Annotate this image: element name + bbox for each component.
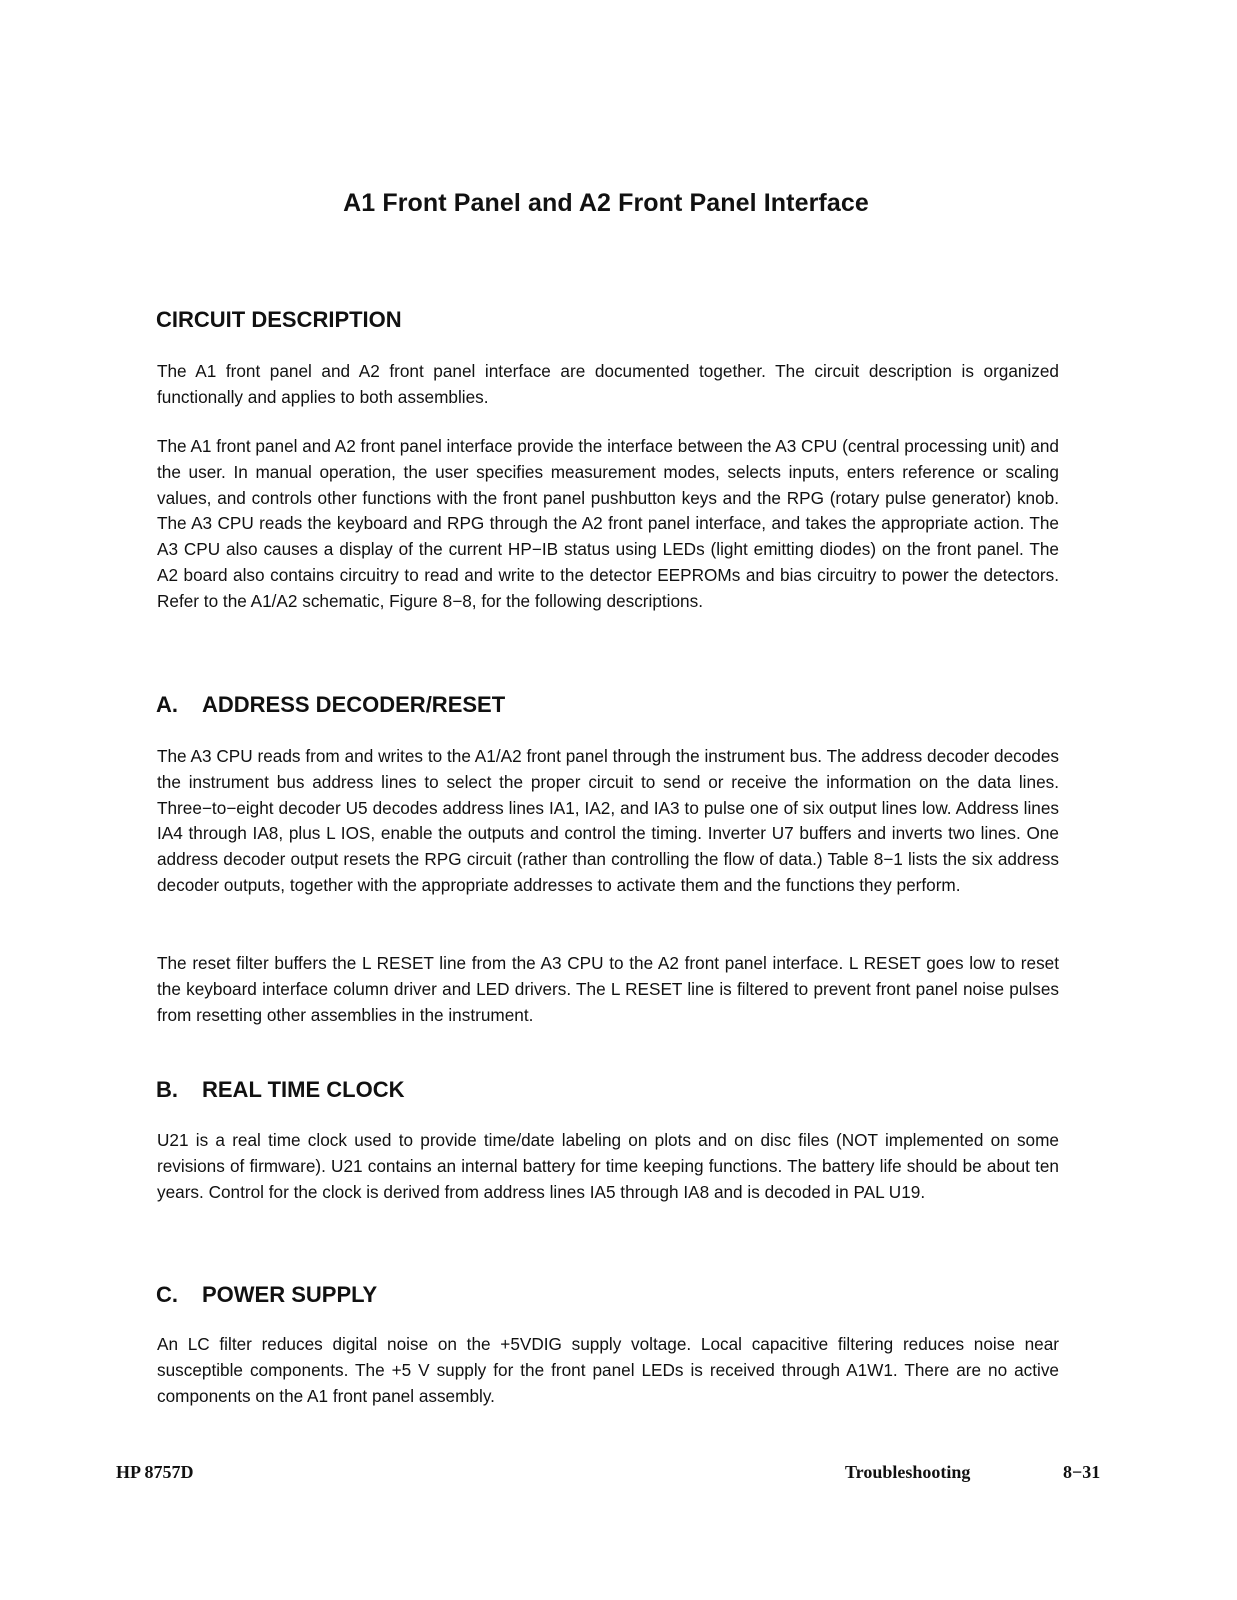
paragraph: The A3 CPU reads from and writes to the A1/A2 front panel through the instrument bus. The address decoder decodes the instrument bus address lines to select the proper circuit to send or receive the information on the data lines. Three−to−eight decoder U5 decodes address lines IA1, IA2, and IA3 to pulse one of six output lines low. Address lines IA4 through IA8, plus L IOS, enable the outputs and control the timing. Inverter U7 buffers and inverts two lines. One address decoder output resets the RPG circuit (rather than controlling the flow of data.) Table 8−1 lists the six address decoder outputs, together with the appropriate addresses to activate them and the functions they perform. — [157, 746, 1059, 895]
section-heading-power-supply — [156, 1282, 377, 1308]
section-heading-circuit-description — [156, 307, 402, 333]
section-heading-text: REAL TIME CLOCK — [202, 1077, 405, 1102]
section-heading-real-time-clock — [156, 1077, 404, 1103]
section-letter: C. — [156, 1282, 178, 1307]
footer-chapter: Troubleshooting — [845, 1462, 971, 1482]
paragraph: The A1 front panel and A2 front panel interface are documented together. The circuit description is organized functionally and applies to both assemblies. — [157, 361, 1059, 407]
section-letter: B. — [156, 1077, 178, 1102]
section-heading-text: CIRCUIT DESCRIPTION — [156, 307, 402, 332]
section-heading-text: POWER SUPPLY — [202, 1282, 378, 1307]
footer-model: HP 8757D — [116, 1462, 194, 1482]
section-heading-address-decoder-reset — [156, 692, 505, 718]
footer-page-number: 8−31 — [1063, 1462, 1101, 1482]
paragraph: The A1 front panel and A2 front panel interface provide the interface between the A3 CPU (central processing unit) and the user. In manual operation, the user specifies measurement modes, selects inputs, enters reference or scaling values, and controls other functions with the front panel pushbutton keys and the RPG (rotary pulse generator) knob. The A3 CPU reads the keyboard and RPG through the A2 front panel interface, and takes the appropriate action. The A3 CPU also causes a display of the current HP−IB status using LEDs (light emitting diodes) on the front panel. The A2 board also contains circuitry to read and write to the detector EEPROMs and bias circuitry to power the detectors. Refer to the A1/A2 schematic, Figure 8−8, for the following descriptions. — [157, 436, 1059, 611]
paragraph: The reset filter buffers the L RESET line from the A3 CPU to the A2 front panel interface. L RESET goes low to reset the keyboard interface column driver and LED drivers. The L RESET line is filtered to prevent front panel noise pulses from resetting other assemblies in the instrument. — [157, 953, 1059, 1025]
paragraph: An LC filter reduces digital noise on the +5VDIG supply voltage. Local capacitive filtering reduces noise near susceptible components. The +5 V supply for the front panel LEDs is received through A1W1. There are no active components on the A1 front panel assembly. — [157, 1334, 1059, 1406]
section-letter: A. — [156, 692, 178, 717]
paragraph: U21 is a real time clock used to provide time/date labeling on plots and on disc files (NOT implemented on some revisions of firmware). U21 contains an internal battery for time keeping functions. The battery life should be about ten years. Control for the clock is derived from address lines IA5 through IA8 and is decoded in PAL U19. — [157, 1130, 1059, 1202]
page-title: A1 Front Panel and A2 Front Panel Interface — [343, 188, 869, 217]
section-heading-text: ADDRESS DECODER/RESET — [202, 692, 506, 717]
